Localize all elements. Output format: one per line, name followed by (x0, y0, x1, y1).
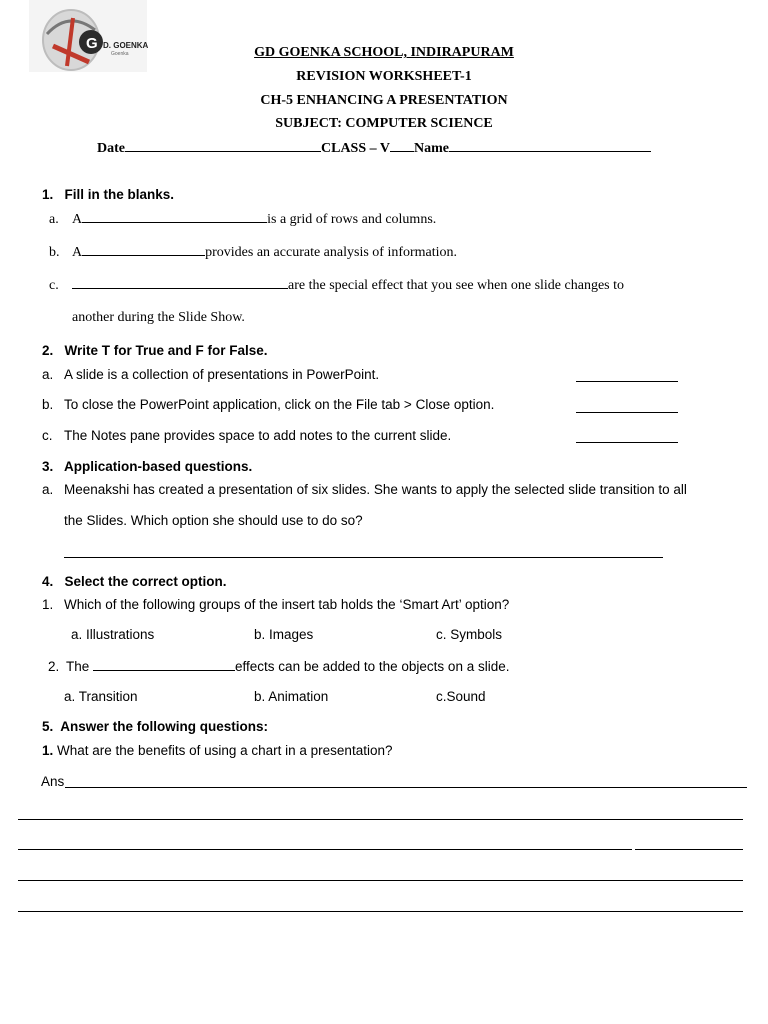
answer-line-2[interactable] (18, 819, 743, 820)
answer-line-3[interactable] (18, 849, 632, 850)
fill-blank-a[interactable] (82, 210, 267, 223)
application-question: a. Meenakshi has created a presentation of six slides. She wants to apply the selected slide transition to all (42, 482, 687, 497)
blank-item-c: c. are the special effect that you see when one slide changes to (49, 278, 624, 293)
mcq-option[interactable]: a. Transition (64, 689, 138, 704)
worksheet-title: REVISION WORKSHEET-1 (296, 69, 472, 84)
mcq-question-1: 1. Which of the following groups of the insert tab holds the ‘Smart Art’ option? (42, 597, 510, 612)
answer-blank-2b[interactable] (576, 412, 678, 413)
section4-heading: 4. Select the correct option. (42, 574, 227, 589)
student-info-row (97, 139, 651, 157)
name-field[interactable] (449, 139, 651, 152)
date-label: Date (97, 141, 125, 156)
item-marker: a. (42, 482, 54, 497)
fill-blank-b[interactable] (82, 243, 205, 256)
ans-label: Ans (41, 774, 65, 789)
application-question-cont: the Slides. Which option she should use to do so? (64, 513, 363, 528)
logo-emblem (29, 0, 147, 72)
blank-item-c-cont: another during the Slide Show. (72, 310, 245, 325)
item-marker: b. (49, 245, 60, 260)
section5-heading: 5. Answer the following questions: (42, 719, 269, 734)
fill-blank-c[interactable] (72, 276, 288, 289)
logo-text: D. GOENKA (103, 41, 149, 50)
section2-heading: 2. Write T for True and F for False. (42, 343, 268, 358)
mcq-option[interactable]: a. Illustrations (71, 627, 155, 642)
mcq-option[interactable]: c. Symbols (436, 627, 503, 642)
short-answer-question: 1. What are the benefits of using a chart in a presentation? (42, 743, 393, 758)
true-false-item: c. The Notes pane provides space to add notes to the current slide. (42, 428, 452, 443)
item-marker: a. (42, 367, 54, 382)
mcq-option[interactable]: c.Sound (436, 689, 486, 704)
logo-subtext: Goenka (111, 51, 129, 57)
item-marker: b. (42, 397, 54, 412)
school-logo (29, 0, 147, 72)
answer-blank-2c[interactable] (576, 442, 678, 443)
name-label: Name (414, 141, 449, 156)
blank-item-a: a. A is a grid of rows and columns. (49, 212, 437, 227)
chapter-title: CH-5 ENHANCING A PRESENTATION (260, 93, 508, 108)
subject-title: SUBJECT: COMPUTER SCIENCE (275, 116, 493, 131)
class-field[interactable] (390, 139, 414, 152)
answer-line-3b[interactable] (635, 849, 743, 850)
item-marker: 1. (42, 743, 54, 758)
svg-text:G: G (86, 35, 98, 52)
answer-blank-2a[interactable] (576, 381, 678, 382)
date-field[interactable] (125, 139, 321, 152)
true-false-item: b. To close the PowerPoint application, click on the File tab > Close option. (42, 397, 495, 412)
section3-heading: 3. Application-based questions. (42, 459, 253, 474)
item-marker: 1. (42, 597, 54, 612)
mcq-question-2: 2. The effects can be added to the objects on a slide. (48, 659, 510, 674)
fill-blank-4-2[interactable] (93, 658, 235, 671)
item-marker: c. (49, 278, 59, 293)
true-false-item: a. A slide is a collection of presentations in PowerPoint. (42, 367, 380, 382)
answer-line-5[interactable] (18, 911, 743, 912)
answer-line-4[interactable] (18, 880, 743, 881)
mcq-option[interactable]: b. Images (254, 627, 314, 642)
school-name: GD GOENKA SCHOOL, INDIRAPURAM (254, 45, 514, 60)
section1-heading: 1. Fill in the blanks. (42, 187, 175, 202)
class-label: CLASS – V (321, 141, 390, 156)
mcq-option[interactable]: b. Animation (254, 689, 329, 704)
item-marker: c. (42, 428, 53, 443)
item-marker: 2. (48, 659, 60, 674)
answer-line-3a[interactable] (64, 557, 663, 558)
item-marker: a. (49, 212, 59, 227)
blank-item-b: b. A provides an accurate analysis of information. (49, 245, 458, 260)
answer-line-1[interactable] (65, 787, 747, 788)
